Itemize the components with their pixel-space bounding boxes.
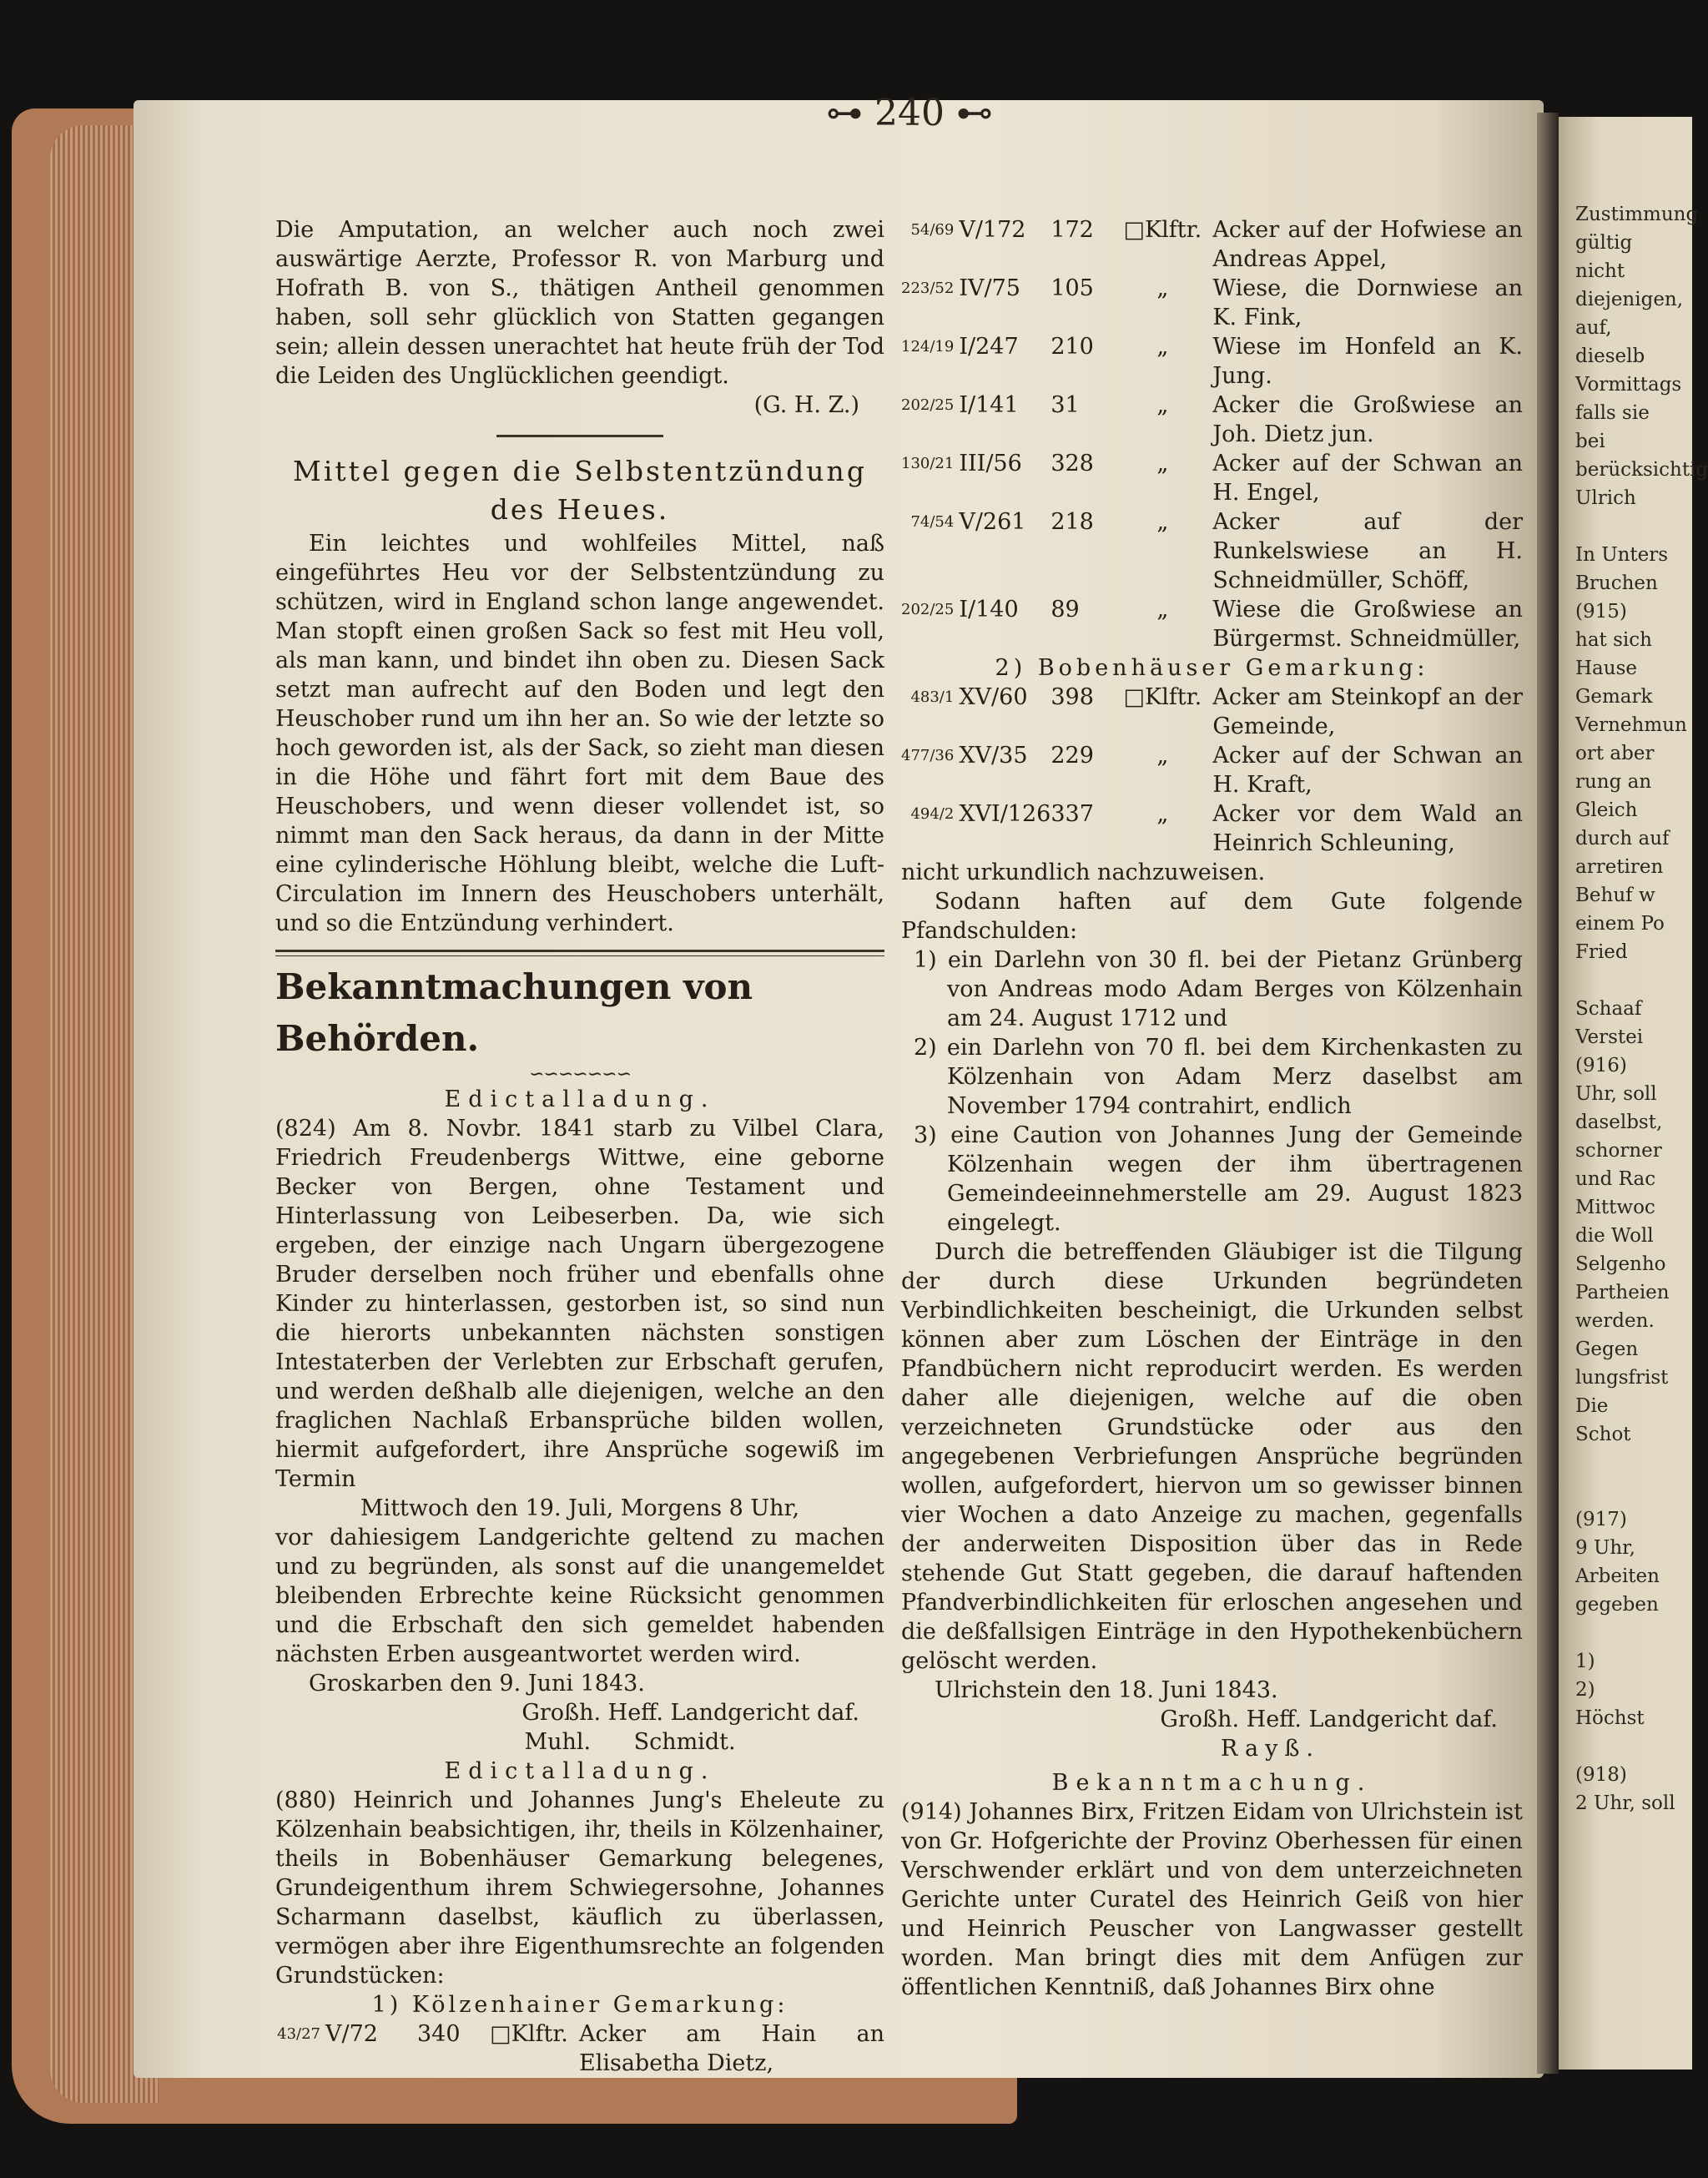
right-page-fragment: einem Po <box>1575 913 1665 935</box>
separator-rule <box>496 435 663 437</box>
right-page-fragment: Die <box>1575 1395 1609 1417</box>
parcel-plan: XV/35 <box>959 743 1028 769</box>
right-page-fragment: 1) <box>1575 1651 1595 1672</box>
parcel-unit: □Klftr. <box>490 2021 568 2047</box>
parcel-area: 172 <box>1050 217 1094 243</box>
parcel-area: 105 <box>1050 275 1094 301</box>
parcel-row <box>901 391 1523 449</box>
right-page-fragment: daselbst, <box>1575 1112 1663 1133</box>
parcel-unit: „ <box>1156 451 1169 476</box>
edict1-authority: Großh. Heff. Landgericht daf. <box>521 1700 859 1726</box>
right-page-fragment: (915) <box>1575 601 1627 623</box>
parcel-area: 229 <box>1050 743 1094 769</box>
parcel-fraction: 130/21 <box>901 455 955 472</box>
parcel-area: 218 <box>1050 509 1094 535</box>
parcel-table-bobenhausen <box>901 683 1523 858</box>
parcel-plan: XV/60 <box>959 684 1028 710</box>
parcel-fraction: 54/69 <box>910 221 955 239</box>
parcel-plan: IV/75 <box>959 275 1020 301</box>
notice-heading: Bekanntmachung. <box>1051 1770 1373 1796</box>
parcel-unit: „ <box>1156 334 1169 360</box>
right-page-fragment <box>1575 1449 1684 1477</box>
section-title: Bekanntmachungen von Behörden. <box>275 966 753 1059</box>
parcel-row <box>901 683 1523 741</box>
right-page-fragment <box>1575 1732 1684 1761</box>
parcel-area: 328 <box>1050 451 1094 476</box>
right-page-fragment: gegeben <box>1575 1594 1659 1616</box>
right-page-fragment: diejenigen, <box>1575 289 1684 310</box>
right-page-fragment: werden. <box>1575 1310 1655 1332</box>
debt-item: 3) eine Caution von Johannes Jung der Gemeinde Kölzenhain wegen der ihm übertragenen Gemeindeeinnehmerstelle am 29. August 1823 eingelegt. <box>914 1122 1523 1236</box>
parcel-description: Acker die Großwiese an Joh. Dietz jun. <box>1212 392 1523 447</box>
notice-text: (914) Johannes Birx, Fritzen Eidam von Ulrichstein ist von Gr. Hofgerichte der Provinz Oberhessen für einen Verschwender erklärt und von dem unterzeichneten Gerichte unter Curatel des Heinrich Geiß von hier und Heinrich Peuscher von Langwasser gestellt worden. Man bringt dies mit dem Anfügen zur öffentlichen Kenntniß, daß Johannes Birx ohne <box>901 1799 1523 2000</box>
right-page-fragment: Mittwoc <box>1575 1197 1655 1218</box>
right-page-fragment: durch auf <box>1575 828 1670 850</box>
right-page-fragments <box>1575 200 1708 1818</box>
parcel-unit: „ <box>1156 509 1169 535</box>
right-page-fragment: Selgenho <box>1575 1253 1666 1275</box>
parcel-unit: „ <box>1156 275 1169 301</box>
right-page-fragment: Hause Gemark <box>1575 658 1653 708</box>
debt-item: 2) ein Darlehn von 70 fl. bei dem Kirchenkasten zu Kölzenhain von Adam Merz daselbst am November 1794 contrahirt, endlich <box>914 1035 1523 1119</box>
parcel-fraction: 223/52 <box>901 280 955 297</box>
right-page-fragment: auf, dieselb <box>1575 317 1645 367</box>
after-parcels-text: nicht urkundlich nachzuweisen. <box>901 860 1266 885</box>
left-column <box>275 215 884 2078</box>
parcel-row <box>901 332 1523 391</box>
parcel-row <box>901 595 1523 653</box>
parcel-description: Wiese im Honfeld an K. Jung. <box>1212 334 1523 389</box>
debts-intro: Sodann haften auf dem Gute folgende Pfandschulden: <box>901 889 1523 944</box>
edict1-signatures: Muhl. Schmidt. <box>524 1729 736 1755</box>
edict2-text: (880) Heinrich und Johannes Jung's Eheleute zu Kölzenhain beabsichtigen, ihr, theils in Kölzenhainer, theils in Bobenhäuser Gemarkung belegenes, Grundeigenthum ihrem Schwiegersohne, Johannes Scharmann daselbst, käuflich zu überlassen, vermögen aber ihre Eigenthumsrechte an folgenden Grundstücken: <box>275 1787 884 1989</box>
right-page-fragment: 2 Uhr, soll <box>1575 1792 1675 1814</box>
debts-text: Durch die betreffenden Gläubiger ist die Tilgung der durch diese Urkunden begründeten Verbindlichkeiten bescheinigt, die Urkunden selbst können aber zum Löschen der Einträge in den Pfandbüchern nicht reproducirt werden. Es werden daher alle diejenigen, welche auf die oben verzeichneten Grundstücke oder aus den angegebenen Verbriefungen Ansprüche begründen wollen, aufgefordert, hiervon um so gewisser binnen vier Wochen a dato Anzeige zu machen, gegenfalls der anderweiten Disposition über das in Rede stehende Gut Statt gegeben, die darauf haftenden Pfandverbindlichkeiten für erloschen angesehen und die deßfallsigen Einträge in den Hypothekenbüchern gelöscht werden. <box>901 1239 1523 1674</box>
place-date: Ulrichstein den 18. Juni 1843. <box>935 1677 1278 1703</box>
edict1-date-line: Mittwoch den 19. Juli, Morgens 8 Uhr, <box>360 1495 800 1521</box>
parcel-fraction: 483/1 <box>910 688 955 706</box>
signature: Rayß. <box>1221 1736 1320 1762</box>
parcel-unit: „ <box>1156 597 1169 623</box>
parcel-fraction: 124/19 <box>901 338 955 355</box>
parcel-fraction: 477/36 <box>901 747 955 764</box>
right-page-fragment: arretiren <box>1575 856 1664 878</box>
right-page-fragment: hat sich <box>1575 629 1652 651</box>
parcel-description: Acker vor dem Wald an Heinrich Schleuning, <box>1212 801 1523 856</box>
parcel-fraction: 43/27 <box>277 2025 320 2043</box>
right-page-fragment: Bruchen <box>1575 572 1658 594</box>
parcel-row <box>901 799 1523 858</box>
parcel-unit: „ <box>1156 801 1169 827</box>
page-number-text: 240 <box>874 92 945 134</box>
parcel-plan: XVI/126 <box>959 801 1051 827</box>
parcel-plan: V/261 <box>959 509 1026 535</box>
subheading-bobenhausen: 2) Bobenhäuser Gemarkung: <box>995 655 1429 681</box>
right-page-fragment: Zustimmung <box>1575 204 1699 225</box>
parcel-description: Acker auf der Schwan an H. Kraft, <box>1212 743 1523 798</box>
right-page-fragment: Fried <box>1575 941 1628 963</box>
book-gutter <box>1537 113 1559 2074</box>
edict1-heading: Edictalladung. <box>444 1086 716 1112</box>
right-page-fragment: Uhr, soll <box>1575 1083 1657 1105</box>
right-page-fragment: Gleich <box>1575 799 1638 821</box>
parcel-unit: □Klftr. <box>1123 684 1202 710</box>
parcel-row <box>275 2019 884 2078</box>
debts-list <box>901 945 1523 1238</box>
right-page-fragment: (918) <box>1575 1764 1627 1786</box>
double-rule <box>275 950 884 956</box>
right-page-fragment: Schaaf <box>1575 998 1642 1020</box>
middle-column <box>901 215 1523 2002</box>
right-page-fragment <box>1575 1477 1684 1505</box>
parcel-row <box>901 449 1523 507</box>
edict2-parcel-table <box>275 2019 884 2078</box>
parcel-fraction: 74/54 <box>910 513 955 531</box>
article-text: Ein leichtes und wohlfeiles Mittel, naß eingeführtes Heu vor der Selbstentzündung zu schützen, wird in England schon lange angewendet. Man stopft einen großen Sack so fest mit Heu voll, als man kann, und bindet ihn oben zu. Diesen Sack setzt man aufrecht auf den Boden und legt den Heuschober rund um ihn her an. So wie der letzte so hoch geworden ist, als der Sack, so zieht man diesen in die Höhe und fährt fort mit dem Baue des Heuschobers, und wenn dieser vollendet ist, so nimmt man den Sack heraus, da dann in der Mitte eine cylinderische Höhlung bleibt, welche die Luft-Circulation im Innern des Heuschobers unterhält, und so die Entzündung verhindert. <box>275 531 884 936</box>
parcel-row <box>901 507 1523 595</box>
parcel-plan: I/247 <box>959 334 1019 360</box>
parcel-row <box>901 741 1523 799</box>
parcel-fraction: 494/2 <box>910 805 955 823</box>
article-title: Mittel gegen die Selbstentzündung des Heues. <box>293 455 867 526</box>
right-page-fragment: Höchst <box>1575 1707 1645 1729</box>
edict2-heading: Edictalladung. <box>444 1758 716 1784</box>
parcel-table-koelzenhain <box>901 215 1523 653</box>
parcel-area: 337 <box>1050 801 1094 827</box>
parcel-area: 398 <box>1050 684 1094 710</box>
parcel-unit: □Klftr. <box>1123 217 1202 243</box>
right-page-fragment: berücksichtig <box>1575 459 1708 481</box>
parcel-description: Wiese die Großwiese an Bürgermst. Schneidmüller, <box>1212 597 1523 652</box>
parcel-area: 340 <box>417 2021 461 2047</box>
right-page-fragment: (916) <box>1575 1055 1627 1076</box>
right-page-fragment: 2) <box>1575 1679 1595 1701</box>
parcel-description: Acker auf der Runkelswiese an H. Schneidmüller, Schöff, <box>1212 509 1523 593</box>
right-page-fragment <box>1575 512 1684 541</box>
parcel-plan: III/56 <box>959 451 1022 476</box>
parcel-description: Acker am Steinkopf an der Gemeinde, <box>1212 684 1523 739</box>
parcel-area: 31 <box>1050 392 1080 418</box>
edict2-subheading: 1) Kölzenhainer Gemarkung: <box>371 1992 789 2018</box>
right-page-fragment: rung an <box>1575 771 1652 793</box>
right-page-fragment: In Unters <box>1575 544 1669 566</box>
right-page-fragment: ort aber <box>1575 743 1655 764</box>
parcel-row <box>901 215 1523 274</box>
parcel-fraction: 202/25 <box>901 601 955 618</box>
parcel-row <box>901 274 1523 332</box>
authority: Großh. Heff. Landgericht daf. <box>1160 1707 1498 1732</box>
right-page-fragment: falls sie bei <box>1575 402 1650 452</box>
parcel-unit: „ <box>1156 392 1169 418</box>
right-page-fragment: lungsfrist <box>1575 1367 1669 1389</box>
right-page-fragment: Partheien <box>1575 1282 1670 1303</box>
debt-item: 1) ein Darlehn von 30 fl. bei der Pietanz Grünberg von Andreas modo Adam Berges von Kölzenhain am 24. August 1712 und <box>914 947 1523 1031</box>
right-page-fragment: schorner <box>1575 1140 1662 1162</box>
right-page-fragment: Gegen <box>1575 1339 1639 1360</box>
ornament: ∽∽∽∽∽∽∽ <box>528 1064 632 1085</box>
parcel-description: Wiese, die Dornwiese an K. Fink, <box>1212 275 1523 330</box>
right-page-fragment: (917) <box>1575 1509 1627 1530</box>
edict1-text: (824) Am 8. Novbr. 1841 starb zu Vilbel Clara, Friedrich Freudenbergs Wittwe, eine geborne Becker von Bergen, ohne Testament und Hinterlassung von Leibeserben. Da, wie sich ergeben, der einzige nach Ungarn übergezogene Bruder derselben noch früher und ebenfalls ohne Kinder zu hinterlassen, gestorben ist, so sind nun die hierorts unbekannten nächsten sonstigen Intestaterben der Verlebten zur Erbschaft gerufen, und werden deßhalb alle diejenigen, welche an den fraglichen Nachlaß Erbansprüche bilden wollen, hiermit aufgefordert, ihre Ansprüche sogewiß im Termin <box>275 1116 884 1492</box>
parcel-fraction: 202/25 <box>901 396 955 414</box>
right-page-fragment: und Rac <box>1575 1168 1656 1190</box>
right-page-fragment: Verstei <box>1575 1026 1644 1048</box>
right-page-fragment: Arbeiten <box>1575 1565 1660 1587</box>
parcel-plan: I/140 <box>959 597 1019 623</box>
edict1-place-date: Groskarben den 9. Juni 1843. <box>309 1671 645 1697</box>
parcel-plan: V/72 <box>325 2021 378 2047</box>
right-page-fragment: Behuf w <box>1575 885 1655 906</box>
right-page-fragment <box>1575 966 1684 995</box>
parcel-description: Acker am Hain an Elisabetha Dietz, <box>579 2021 884 2076</box>
parcel-plan: V/172 <box>959 217 1026 243</box>
right-page-fragment: Ulrich <box>1575 487 1636 509</box>
right-page-fragment <box>1575 1619 1684 1647</box>
parcel-unit: „ <box>1156 743 1169 769</box>
right-page-fragment: Vernehmun <box>1575 714 1687 736</box>
intro-paragraph: Die Amputation, an welcher auch noch zwei auswärtige Aerzte, Professor R. von Marburg und Hofrath B. von S., thätigen Antheil genommen haben, soll sehr glücklich von Statten gegangen sein; allein dessen unerachtet hat heute früh der Tod die Leiden des Unglücklichen geendigt. <box>275 217 884 389</box>
right-page-fragment: Schot <box>1575 1424 1631 1445</box>
right-page-fragment: Vormittags <box>1575 374 1682 396</box>
parcel-area: 210 <box>1050 334 1094 360</box>
parcel-description: Acker auf der Hofwiese an Andreas Appel, <box>1212 217 1523 272</box>
parcel-description: Acker auf der Schwan an H. Engel, <box>1212 451 1523 506</box>
edict1-text2: vor dahiesigem Landgerichte geltend zu machen und zu begründen, als sonst auf die unangemeldet bleibenden Erbrechte keine Rücksicht genommen und die Erbschaft den sich gemeldet habenden nächsten Erben ausgeantwortet werden wird. <box>275 1525 884 1667</box>
page-number: ⊶ 240 ⊷ <box>826 92 993 134</box>
right-page-fragment: 9 Uhr, <box>1575 1537 1635 1559</box>
parcel-area: 89 <box>1050 597 1080 623</box>
intro-source: (G. H. Z.) <box>753 392 859 418</box>
parcel-plan: I/141 <box>959 392 1019 418</box>
right-page-fragment: die Woll <box>1575 1225 1654 1247</box>
right-page-fragment: gültig nicht <box>1575 232 1633 282</box>
